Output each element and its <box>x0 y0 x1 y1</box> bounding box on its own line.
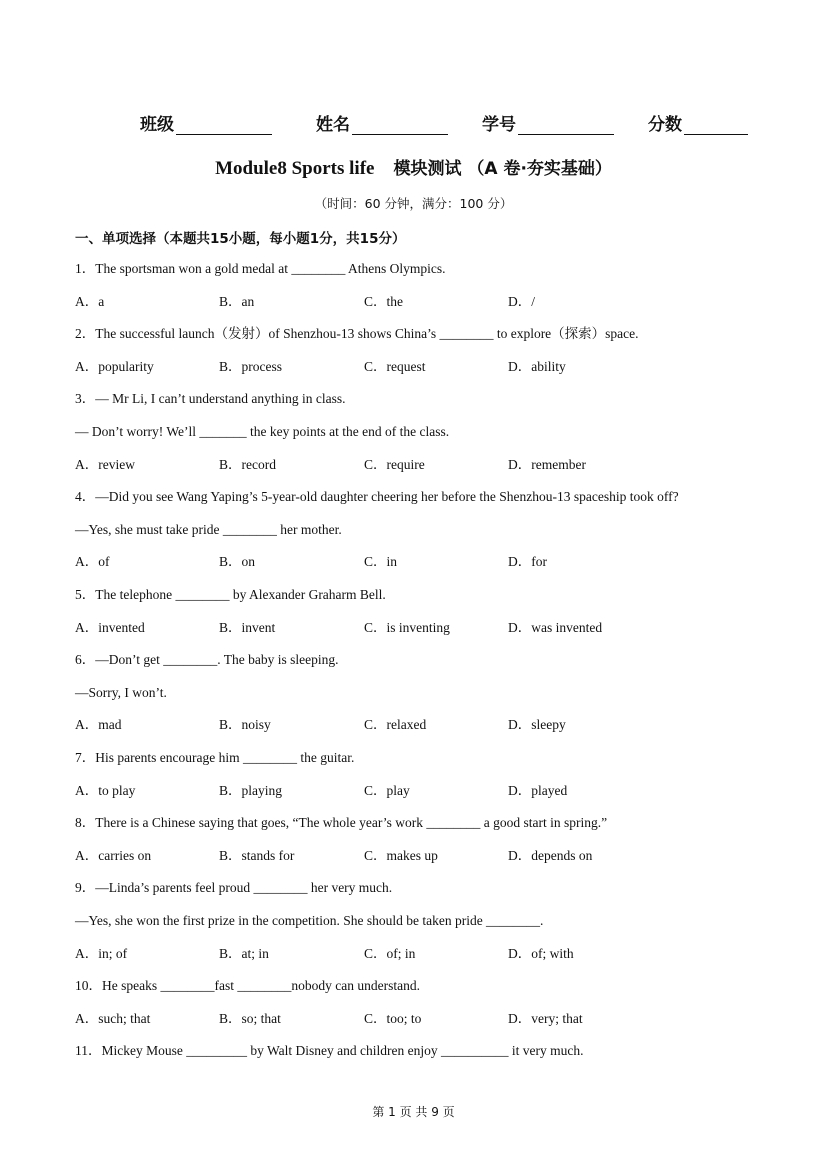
question-9-text: 9．—Linda’s parents feel proud ________ her very much. <box>75 880 393 896</box>
id-label: 学号 <box>482 115 516 135</box>
question-7-option-b[interactable]: B．playing <box>219 782 282 798</box>
page-footer: 第 1 页 共 9 页 <box>372 1105 455 1119</box>
question-5-text: 5．The telephone ________ by Alexander Graharm Bell. <box>75 587 386 602</box>
question-7-option-c[interactable]: C．play <box>364 782 410 798</box>
question-3-text: 3．— Mr Li, I can’t understand anything in class. <box>75 391 346 407</box>
question-4-option-a[interactable]: A．of <box>75 554 110 570</box>
question-1-option-c[interactable]: C．the <box>364 293 403 309</box>
score-label: 分数 <box>648 115 682 135</box>
question-7-option-a[interactable]: A．to play <box>75 782 136 798</box>
question-4-option-d[interactable]: D．for <box>508 554 547 570</box>
question-3-option-b[interactable]: B．record <box>219 456 276 472</box>
question-5-option-d[interactable]: D．was invented <box>508 619 603 635</box>
question-7-text: 7．His parents encourage him ________ the guitar. <box>75 750 355 765</box>
question-3-text: — Don’t worry! We’ll _______ the key points at the end of the class. <box>75 424 450 439</box>
question-9-option-b[interactable]: B．at; in <box>219 945 269 961</box>
question-6-text: 6．—Don’t get ________. The baby is sleeping. <box>75 652 339 668</box>
title-english: Module8 Sports life <box>215 158 375 179</box>
question-8-option-d[interactable]: D．depends on <box>508 847 593 863</box>
question-6-option-c[interactable]: C．relaxed <box>364 717 427 733</box>
question-10-option-b[interactable]: B．so; that <box>219 1010 281 1026</box>
question-10-option-a[interactable]: A．such; that <box>75 1010 151 1026</box>
question-4-text: 4．—Did you see Wang Yaping’s 5-year-old daughter cheering her before the Shenzhou-13 spaceship took off? <box>75 489 679 505</box>
question-1-option-a[interactable]: A．a <box>75 293 105 309</box>
question-8-option-a[interactable]: A．carries on <box>75 847 152 863</box>
question-2-option-b[interactable]: B．process <box>219 358 282 374</box>
question-6-text: —Sorry, I won’t. <box>75 684 167 700</box>
question-3-option-a[interactable]: A．review <box>75 456 135 472</box>
question-2-option-a[interactable]: A．popularity <box>75 358 154 374</box>
question-2-option-d[interactable]: D．ability <box>508 358 566 374</box>
score-blank[interactable] <box>684 116 748 135</box>
question-10-text: 10．He speaks ________fast ________nobody can understand. <box>75 978 420 994</box>
question-3-option-d[interactable]: D．remember <box>508 456 586 472</box>
question-8-text: 8．There is a Chinese saying that goes, “The whole year’s work ________ a good start in spring.” <box>75 815 608 831</box>
question-10-option-c[interactable]: C．too; to <box>364 1010 422 1026</box>
name-blank[interactable] <box>352 116 448 135</box>
question-4-option-c[interactable]: C．in <box>364 554 398 570</box>
question-1-option-d[interactable]: D．/ <box>508 293 535 309</box>
page-title <box>0 154 827 180</box>
score-field <box>648 110 748 135</box>
section-heading: 一、单项选择（本题共15小题，每小题1分，共15分） <box>75 231 406 247</box>
student-info-row <box>140 110 760 138</box>
class-label: 班级 <box>140 115 174 135</box>
id-field <box>482 110 614 135</box>
question-2-text: 2．The successful launch（发射）of Shenzhou-13 shows China’s ________ to explore（探索）space. <box>75 326 639 342</box>
question-9-option-a[interactable]: A．in; of <box>75 945 128 961</box>
question-5-option-a[interactable]: A．invented <box>75 619 145 635</box>
question-3-option-c[interactable]: C．require <box>364 456 425 472</box>
name-label: 姓名 <box>316 115 350 135</box>
title-chinese: 模块测试 （A 卷·夯实基础） <box>393 159 612 179</box>
exam-time-info: （时间：60 分钟，满分：100 分） <box>314 196 513 211</box>
question-5-option-b[interactable]: B．invent <box>219 619 276 635</box>
question-11-text: 11．Mickey Mouse _________ by Walt Disney and children enjoy __________ it very much. <box>75 1043 584 1059</box>
question-8-option-b[interactable]: B．stands for <box>219 847 295 863</box>
question-10-option-d[interactable]: D．very; that <box>508 1010 583 1026</box>
class-field <box>140 110 272 135</box>
class-blank[interactable] <box>176 116 272 135</box>
question-2-option-c[interactable]: C．request <box>364 358 426 374</box>
question-4-option-b[interactable]: B．on <box>219 554 256 570</box>
question-6-option-b[interactable]: B．noisy <box>219 717 271 733</box>
question-1-option-b[interactable]: B．an <box>219 293 255 309</box>
question-5-option-c[interactable]: C．is inventing <box>364 619 450 635</box>
question-6-option-d[interactable]: D．sleepy <box>508 717 566 733</box>
question-9-option-c[interactable]: C．of; in <box>364 945 416 961</box>
question-9-option-d[interactable]: D．of; with <box>508 945 574 961</box>
question-1-text: 1．The sportsman won a gold medal at ________ Athens Olympics. <box>75 261 446 276</box>
id-blank[interactable] <box>518 116 614 135</box>
question-4-text: —Yes, she must take pride ________ her mother. <box>75 521 342 537</box>
name-field <box>316 110 448 135</box>
question-8-option-c[interactable]: C．makes up <box>364 847 438 863</box>
question-6-option-a[interactable]: A．mad <box>75 717 122 733</box>
question-9-text: —Yes, she won the first prize in the competition. She should be taken pride ________. <box>75 913 544 928</box>
question-7-option-d[interactable]: D．played <box>508 782 568 798</box>
